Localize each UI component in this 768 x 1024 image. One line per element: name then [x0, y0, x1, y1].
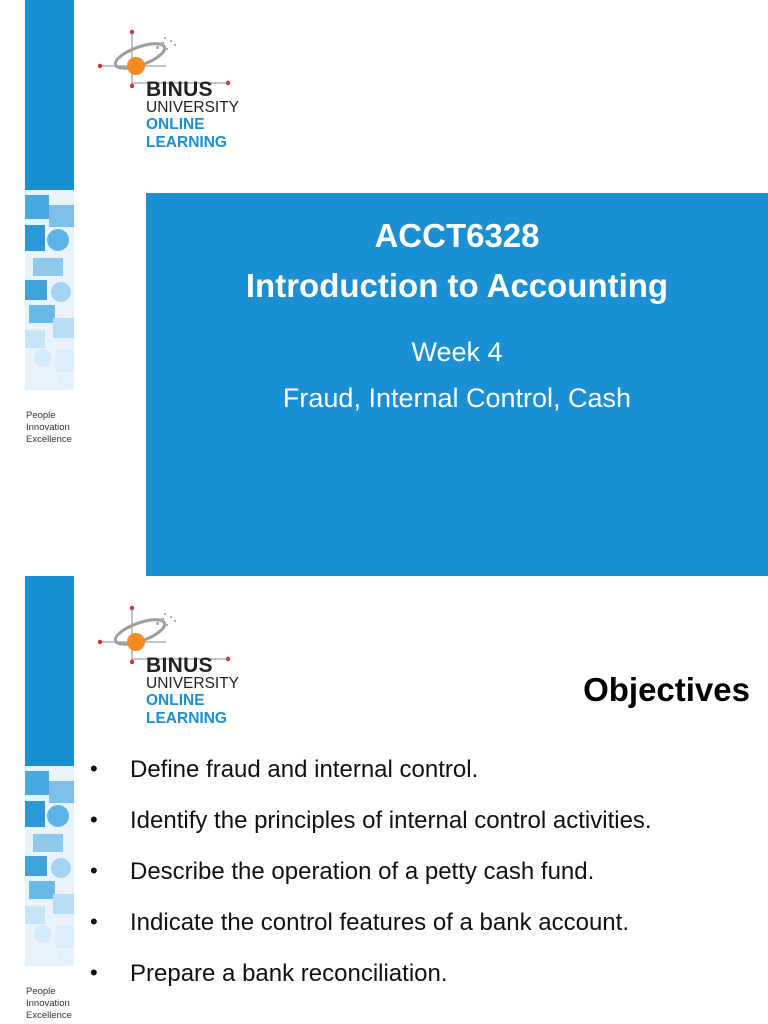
- bullet-icon: •: [90, 858, 98, 883]
- list-item: [90, 960, 652, 1011]
- bullet-icon: •: [90, 756, 98, 781]
- title-box: [146, 193, 768, 576]
- objectives-slide: [0, 576, 768, 1024]
- tagline-people: People: [26, 410, 56, 421]
- list-item: [90, 756, 652, 807]
- tagline-innovation: Innovation: [26, 422, 70, 433]
- objective-text: Prepare a bank reconciliation.: [130, 960, 448, 987]
- list-item: [90, 909, 652, 960]
- logo-learning: LEARNING: [146, 710, 227, 727]
- bullet-icon: •: [90, 807, 98, 832]
- logo-university: UNIVERSITY: [146, 99, 240, 116]
- tagline-excellence: Excellence: [26, 434, 72, 445]
- tagline-people: People: [26, 986, 56, 997]
- tagline: [26, 986, 72, 1022]
- tagline: [26, 410, 72, 446]
- logo-university: UNIVERSITY: [146, 675, 240, 692]
- objective-text: Describe the operation of a petty cash fund.: [130, 858, 595, 885]
- bullet-icon: •: [90, 909, 98, 934]
- tagline-excellence: Excellence: [26, 1010, 72, 1021]
- logo-online: ONLINE: [146, 692, 205, 709]
- objective-text: Identify the principles of internal control activities.: [130, 807, 652, 834]
- binus-logo: [96, 28, 256, 163]
- list-item: [90, 807, 652, 858]
- binus-logo: [96, 604, 256, 739]
- objectives-heading: Objectives: [583, 671, 750, 708]
- objective-text: Indicate the control features of a bank account.: [130, 909, 629, 936]
- decorative-side-bar: [25, 0, 74, 390]
- topic-label: Fraud, Internal Control, Cash: [282, 383, 632, 413]
- week-label: Week 4: [411, 337, 503, 367]
- course-name: Introduction to Accounting: [245, 267, 669, 304]
- bullet-icon: •: [90, 960, 98, 985]
- logo-binus: BINUS: [146, 654, 213, 677]
- logo-learning: LEARNING: [146, 134, 227, 151]
- tagline-innovation: Innovation: [26, 998, 70, 1009]
- logo-online: ONLINE: [146, 116, 205, 133]
- objectives-list: [90, 756, 652, 1011]
- list-item: [90, 858, 652, 909]
- decorative-side-bar: [25, 576, 74, 966]
- logo-binus: BINUS: [146, 78, 213, 101]
- course-code: ACCT6328: [374, 217, 540, 254]
- objective-text: Define fraud and internal control.: [130, 756, 479, 783]
